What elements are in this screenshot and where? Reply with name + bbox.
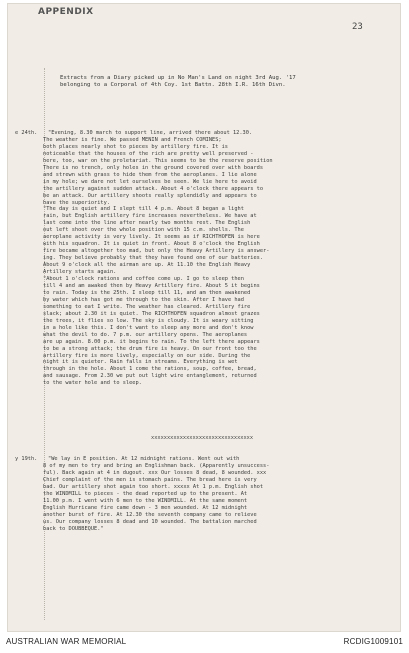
text-line: 8 of my men to try and bring an Englishman back. (Apparently unsuccess- xyxy=(43,462,270,469)
text-line: and strewn with grass to hide them from the aeroplanes. I lie alone xyxy=(43,171,257,178)
text-line: out left shoot over the whole position with 15 c.m. shells. The xyxy=(43,227,244,234)
text-line: us. Our company losses 8 dead and 10 wounded. The battalion marched xyxy=(43,518,257,525)
text-line: English Hurricane fire came down - 3 men wounded. At 12 midnight xyxy=(43,504,248,511)
text-line: to be a strong attack; the drum fire is heavy. On our front too the xyxy=(43,345,257,352)
text-line: "Evening, 8.30 march to support line, arrived there about 12.30. xyxy=(48,130,253,136)
text-line: About 9 o'clock all the airman are up. At 11.10 the English Heavy xyxy=(43,262,251,269)
text-line: Chief complaint of the men is stomach pains. The bread here is very xyxy=(43,476,257,483)
diary-entry-1 xyxy=(15,130,393,387)
entry-date: y 19th. xyxy=(15,456,38,462)
text-line: something to eat I write. The weather has cleared. Artillery fire xyxy=(43,303,251,310)
text-line: noticeable that the houses of the rich are pretty well preserved - xyxy=(43,150,254,157)
text-line: "We lay in E position. At 12 midnight rations. Went out with xyxy=(48,456,240,462)
text-line: artillery fire is more lively, especially on our side. During the xyxy=(43,352,251,359)
text-line: aeroplane activity is very lively. It seems as if RICHTHOFEN is here xyxy=(43,234,260,241)
text-line: the trees, it flies so low. The sky is cloudy. It is weary sitting xyxy=(43,317,254,324)
text-line: and sausage. From 2.30 we put out light wire entanglement, returned xyxy=(43,373,257,380)
intro-line: belonging to a Corporal of 4th Coy. 1st Battn. 28th I.R. 16th Divn. xyxy=(60,82,286,88)
text-line: by water which has got me through to the skin. After I have had xyxy=(43,296,244,303)
text-line: ing. They believe probably that they have found one of our batteries. xyxy=(43,255,264,262)
text-line: another burst of fire. At 12.30 the seventh company came to relieve xyxy=(43,511,257,518)
appendix-heading: APPENDIX xyxy=(38,7,94,17)
text-line: in my hole; we dare not let ourselves be seen. We lie here to avoid xyxy=(43,178,257,185)
text-line: the artillery against sudden attack. About 4 o'clock there appears to xyxy=(43,185,264,192)
intro-line: Extracts from a Diary picked up in No Man's Land on night 3rd Aug. '17 xyxy=(60,75,296,81)
text-line: Artillery starts again. xyxy=(43,269,117,276)
text-line: 11.00 p.m. I went with 6 men to the WINDMILL. At the same moment xyxy=(43,497,248,504)
text-line: rain, but English artillery fire increases nevertheless. We have at xyxy=(43,213,257,220)
diary-intro xyxy=(60,75,360,89)
record-id: RCDIG1009101 xyxy=(343,637,403,646)
text-line: what the devil to do. 7 p.m. our artillery opens. The aeroplanes xyxy=(43,331,248,338)
text-line: There is no trench, only holes in the ground covered over with boards xyxy=(43,164,264,171)
text-line: both places nearly shot to pieces by artillery fire. It is xyxy=(43,143,228,150)
text-line: "About 1 o'clock rations and coffee come up. I go to sleep then xyxy=(43,276,244,283)
text-line: to the water hole and to sleep. xyxy=(43,380,142,387)
text-line: night it is quieter. Rain falls in streams. Everything is wet xyxy=(43,359,238,366)
entry-text xyxy=(15,456,393,532)
text-line: here, too, war on the proletariat. This seems to be the reserve position xyxy=(43,157,273,164)
text-line: ful). Back again at 4 in dugout. xxx Our losses 8 dead, 8 wounded. xxx xyxy=(43,469,267,476)
text-line: have the superiority. xyxy=(43,199,110,206)
text-line: be an attack. Our artillery shoots really splendidly and appears to xyxy=(43,192,257,199)
entry-text xyxy=(15,130,393,387)
text-line: back to DOUBBEQUE." xyxy=(43,525,104,532)
text-line: "The day is quiet and I slept till 4 p.m. About 8 began a light xyxy=(43,206,244,213)
text-line: slack; about 2.30 it is quiet. The RICHTHOFEN squadron almost grazes xyxy=(43,310,260,317)
institution-credit: AUSTRALIAN WAR MEMORIAL xyxy=(6,637,127,646)
text-line: last come into the line after nearly two months rest. The English xyxy=(43,220,251,227)
text-line: through in the hole. About 1 come the rations, soup, coffee, bread, xyxy=(43,366,257,373)
text-line: are up again. 8.00 p.m. it begins to rain. To the left there appears xyxy=(43,338,260,345)
text-line: bad. Our artillery shot again too short. xxxxx At 1 p.m. English shot xyxy=(43,483,264,490)
text-line: the WINDMILL to pieces - the dead reported up to the present. At xyxy=(43,490,248,497)
diary-entry-2 xyxy=(15,456,393,532)
document-page xyxy=(8,4,400,631)
text-line: with his squadron. It is quiet in front. About 8 o'clock the English xyxy=(43,241,260,248)
separator-line: xxxxxxxxxxxxxxxxxxxxxxxxxxxxxxxx xyxy=(151,435,254,441)
text-line: The weather is fine. We passed MENIN and French COMINES; xyxy=(43,136,222,143)
page-number: 23 xyxy=(352,22,363,32)
entry-date: e 24th. xyxy=(15,130,38,136)
text-line: fire became altogether too mad, but only the Heavy Artillery is answer- xyxy=(43,248,270,255)
text-line: to rain. Today is the 25th. I sleep till 11, and am then awakened xyxy=(43,289,251,296)
text-line: till 4 and am awaked then by Heavy Artillery fire. About 5 it begins xyxy=(43,282,260,289)
text-line: in a hole like this. I don't want to sleep any more and don't know xyxy=(43,324,254,331)
